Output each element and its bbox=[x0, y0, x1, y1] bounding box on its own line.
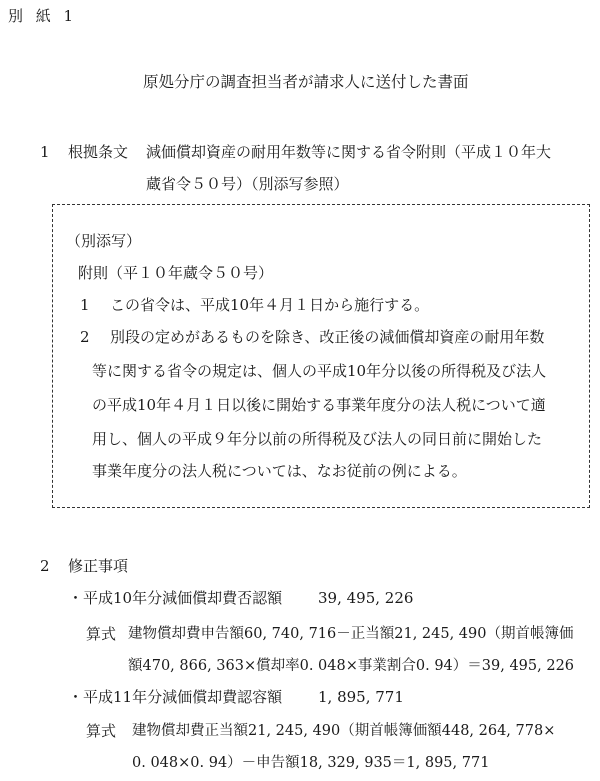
item-number: 1 bbox=[80, 296, 90, 314]
section-number: 2 bbox=[40, 557, 50, 575]
formula-line: 建物償却費正当額21, 245, 490（期首帳簿価額448, 264, 778× bbox=[132, 723, 556, 739]
correction-item-label: ・平成11年分減価償却費認容額 bbox=[68, 688, 283, 706]
item-text-line: 事業年度分の法人税については、なお従前の例による。 bbox=[92, 462, 467, 480]
formula-label: 算式 bbox=[86, 722, 117, 740]
attachment-label: 別 紙 1 bbox=[8, 7, 78, 25]
item-number: 2 bbox=[80, 328, 90, 346]
section-text-line: 減価償却資産の耐用年数等に関する省令附則（平成１０年大 bbox=[146, 143, 552, 161]
formula-label: 算式 bbox=[86, 625, 117, 643]
formula-line: 額470, 866, 363×償却率0. 048×事業割合0. 94）＝39, 495, 226 bbox=[128, 658, 575, 674]
correction-amount: 39, 495, 226 bbox=[318, 589, 414, 607]
attached-copy-label: （別添写） bbox=[66, 232, 142, 250]
item-text-line: 等に関する省令の規定は、個人の平成10年分以後の所得税及び法人 bbox=[92, 362, 547, 380]
formula-line: 0. 048×0. 94）－申告額18, 329, 935＝1, 895, 771 bbox=[132, 755, 490, 771]
item-text-line: 用し、個人の平成９年分以前の所得税及び法人の同日前に開始した bbox=[92, 430, 543, 448]
section-heading: 根拠条文 bbox=[68, 143, 129, 161]
item-text-line: 別段の定めがあるものを除き、改正後の減価償却資産の耐用年数 bbox=[110, 328, 545, 346]
item-text: この省令は、平成10年４月１日から施行する。 bbox=[110, 296, 430, 314]
section-text-line: 蔵省令５０号）（別添写参照） bbox=[146, 175, 349, 193]
correction-amount: 1, 895, 771 bbox=[318, 688, 404, 706]
document-title: 原処分庁の調査担当者が請求人に送付した書面 bbox=[143, 73, 469, 91]
section-number: 1 bbox=[40, 143, 50, 161]
section-heading: 修正事項 bbox=[68, 557, 129, 575]
supplementary-provisions-title: 附則（平１０年蔵令５０号） bbox=[78, 264, 274, 282]
formula-line: 建物償却費申告額60, 740, 716－正当額21, 245, 490（期首帳簿価 bbox=[128, 626, 574, 642]
correction-item-label: ・平成10年分減価償却費否認額 bbox=[68, 589, 283, 607]
item-text-line: の平成10年４月１日以後に開始する事業年度分の法人税について適 bbox=[92, 396, 546, 414]
